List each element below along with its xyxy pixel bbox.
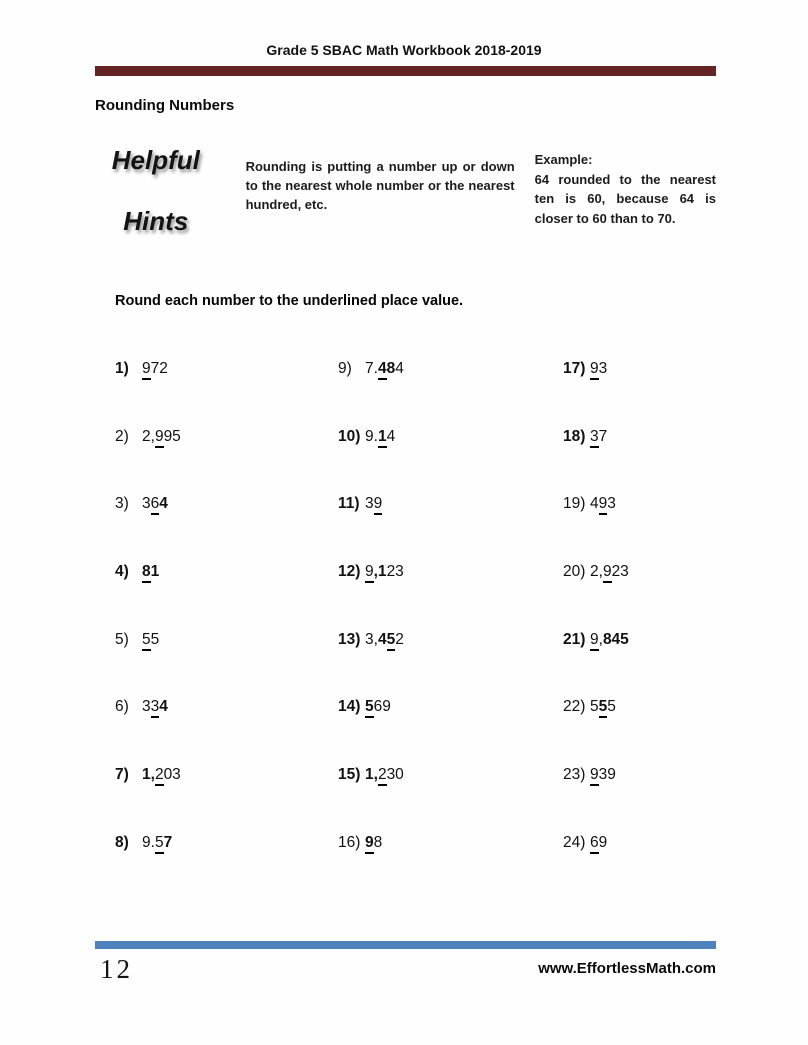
digit-segment: 8 [386, 360, 396, 377]
underlined-digit: 9 [142, 360, 151, 380]
problem-item [338, 631, 553, 699]
problem-number: 19) [563, 495, 586, 513]
exercise-instruction: Round each number to the underlined place value. [115, 293, 464, 309]
problem-item [115, 428, 330, 496]
problem-value [142, 698, 168, 718]
problem-number: 5) [115, 630, 129, 648]
problem-number: 9) [338, 360, 352, 377]
problem-item [563, 428, 778, 496]
problem-item [338, 360, 553, 428]
underlined-digit: 6 [590, 834, 599, 854]
underlined-digit: 5 [142, 631, 151, 651]
digit-segment: 5 [150, 630, 160, 648]
underlined-digit: 5 [599, 698, 608, 718]
header-rule [95, 66, 716, 76]
digit-segment: 2, [142, 427, 155, 445]
problem-value [365, 698, 391, 718]
underlined-digit: 5 [387, 631, 396, 651]
digit-segment: 4 [590, 495, 599, 513]
digit-segment: 8 [373, 833, 383, 851]
problem-item [563, 698, 778, 766]
problem-number: 18) [563, 427, 586, 445]
digit-segment: 39 [598, 766, 616, 784]
problem-number: 20) [563, 563, 586, 581]
problem-item [115, 563, 330, 631]
problem-item [115, 360, 330, 428]
digit-segment: 1 [150, 563, 160, 581]
digit-segment: 3 [607, 495, 616, 513]
digit-segment: 2, [590, 563, 603, 581]
digit-segment: 4 [386, 427, 396, 445]
underlined-digit: 9 [374, 495, 383, 515]
digit-segment: 7 [163, 833, 173, 851]
digit-segment: 95 [163, 427, 181, 445]
digit-segment: 7 [598, 427, 608, 445]
problem-number: 16) [338, 833, 361, 851]
problem-value [142, 360, 168, 380]
problem-item [563, 766, 778, 834]
problem-item [338, 834, 553, 902]
problem-item [563, 495, 778, 563]
digit-segment: 845 [602, 630, 629, 648]
helpful-hints-line1: Helpful [111, 145, 200, 175]
digit-segment: 4 [377, 630, 387, 648]
digit-segment: 4 [159, 495, 168, 513]
problems-column-3 [563, 360, 778, 902]
helpful-hints-label [95, 145, 217, 237]
problem-value [590, 834, 607, 854]
underlined-digit: 3 [151, 698, 160, 718]
problem-value [590, 360, 607, 380]
example-text: 64 rounded to the nearest ten is 60, because 64 is closer to 60 than to 70. [534, 171, 716, 226]
digit-segment: 3 [142, 698, 151, 716]
digit-segment: 4 [395, 360, 404, 377]
hint-description: Rounding is putting a number up or down to the nearest whole number or the nearest hundred, etc. [245, 159, 515, 212]
digit-segment: , [598, 630, 603, 648]
problem-item [563, 834, 778, 902]
problem-number: 13) [338, 630, 361, 648]
problem-number: 17) [563, 360, 586, 377]
problem-number: 23) [563, 766, 586, 784]
problem-item [563, 631, 778, 699]
problem-item [338, 428, 553, 496]
problem-value [142, 428, 181, 448]
digit-segment: ,1 [373, 563, 387, 581]
digit-segment: 5 [590, 698, 599, 716]
digit-segment: 7. [365, 360, 378, 377]
problem-value [365, 563, 404, 583]
digit-segment: 2 [395, 630, 404, 648]
example-label: Example: [534, 152, 593, 167]
problem-number: 15) [338, 766, 361, 784]
problem-number: 4) [115, 563, 129, 581]
problem-value [142, 631, 159, 651]
problem-number: 8) [115, 833, 129, 851]
digit-segment: 9 [598, 833, 608, 851]
page-number: 12 [100, 954, 133, 984]
digit-segment: 72 [150, 360, 168, 377]
digit-segment: 1, [142, 766, 155, 784]
problem-number: 12) [338, 563, 361, 581]
problems-column-1 [115, 360, 330, 902]
underlined-digit: 4 [378, 360, 387, 380]
problem-value [365, 360, 404, 380]
digit-segment: 9. [365, 427, 378, 445]
digit-segment: 3 [598, 360, 608, 377]
problem-item [115, 766, 330, 834]
underlined-digit: 9 [365, 563, 374, 583]
underlined-digit: 9 [603, 563, 612, 583]
digit-segment: 23 [386, 563, 404, 581]
example-box [535, 150, 716, 228]
problem-item [338, 495, 553, 563]
problem-item [338, 563, 553, 631]
problem-item [115, 698, 330, 766]
digit-segment: 5 [607, 698, 616, 716]
footer-rule [95, 941, 716, 949]
helpful-hints-section [95, 145, 716, 237]
website-link[interactable]: www.EffortlessMath.com [538, 960, 716, 977]
problem-number: 11) [338, 495, 360, 513]
underlined-digit: 9 [590, 631, 599, 651]
problem-value [142, 834, 172, 854]
problem-item [115, 631, 330, 699]
underlined-digit: 2 [378, 766, 387, 786]
digit-segment: 23 [611, 563, 629, 581]
problem-number: 7) [115, 766, 129, 784]
problem-value [590, 428, 607, 448]
problem-item [563, 563, 778, 631]
problem-value [365, 428, 395, 448]
digit-segment: 3 [142, 495, 151, 513]
digit-segment: 69 [373, 698, 391, 716]
problem-number: 24) [563, 833, 586, 851]
problem-item [115, 834, 330, 902]
underlined-digit: 9 [590, 360, 599, 380]
problem-value [590, 495, 616, 515]
underlined-digit: 2 [155, 766, 164, 786]
problem-number: 10) [338, 427, 361, 445]
problem-value [365, 834, 382, 854]
problem-number: 6) [115, 698, 129, 716]
problem-value [142, 766, 181, 786]
underlined-digit: 3 [590, 428, 599, 448]
digit-segment: 3, [365, 630, 378, 648]
problem-value [590, 698, 616, 718]
digit-segment: 4 [159, 698, 168, 716]
underlined-digit: 9 [155, 428, 164, 448]
problem-value [142, 495, 168, 515]
digit-segment: 3 [365, 495, 374, 513]
problems-column-2 [338, 360, 553, 902]
digit-segment: 1, [365, 766, 378, 784]
section-title: Rounding Numbers [95, 97, 235, 114]
problem-value [365, 766, 404, 786]
underlined-digit: 9 [365, 834, 374, 854]
problem-value [590, 563, 629, 583]
problem-item [563, 360, 778, 428]
problem-item [338, 766, 553, 834]
problem-number: 21) [563, 630, 586, 648]
helpful-hints-line2: Hints [123, 206, 189, 236]
digit-segment: 30 [386, 766, 404, 784]
problem-item [115, 495, 330, 563]
underlined-digit: 9 [599, 495, 608, 515]
digit-segment: 9. [142, 833, 155, 851]
problem-value [142, 563, 159, 583]
problem-value [590, 766, 616, 786]
underlined-digit: 5 [365, 698, 374, 718]
underlined-digit: 8 [142, 563, 151, 583]
problem-number: 1) [115, 360, 129, 377]
problem-number: 22) [563, 698, 586, 716]
problem-number: 3) [115, 495, 129, 513]
problem-value [590, 631, 629, 651]
problem-value [365, 495, 382, 515]
page-header-title: Grade 5 SBAC Math Workbook 2018-2019 [266, 42, 542, 58]
underlined-digit: 1 [378, 428, 387, 448]
problem-value [365, 631, 404, 651]
underlined-digit: 5 [155, 834, 164, 854]
problem-number: 14) [338, 698, 361, 716]
underlined-digit: 9 [590, 766, 599, 786]
problem-item [338, 698, 553, 766]
underlined-digit: 6 [151, 495, 160, 515]
digit-segment: 03 [163, 766, 181, 784]
problem-number: 2) [115, 427, 129, 445]
